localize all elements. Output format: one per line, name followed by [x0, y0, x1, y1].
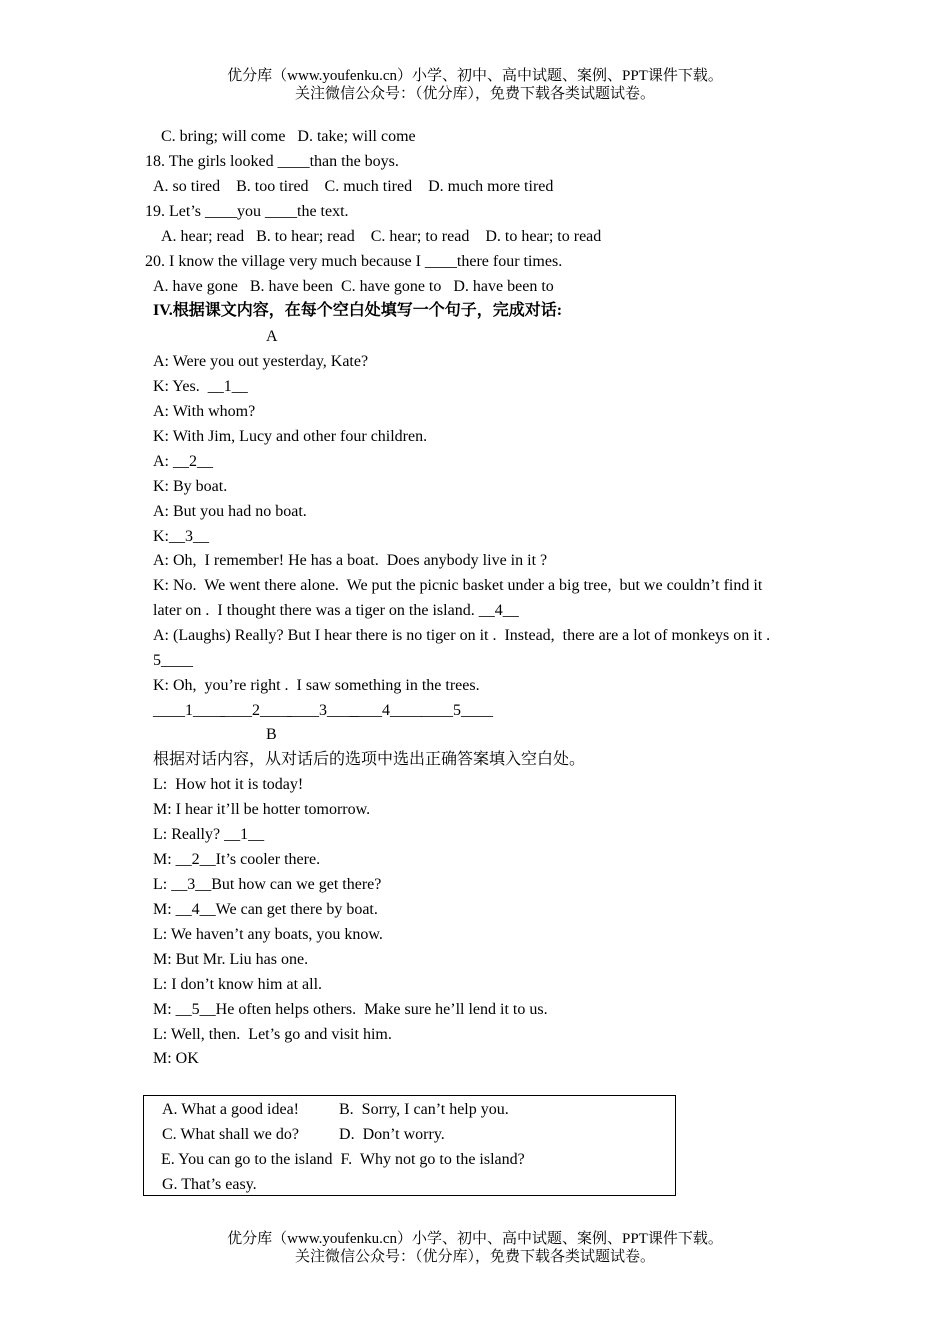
dialogue-line: M: I hear it’ll be hotter tomorrow. — [153, 801, 371, 818]
dialogue-line: M: __5__He often helps others. Make sure he’ll lend it to us. — [153, 1001, 548, 1018]
dialogue-line: M: __2__It’s cooler there. — [153, 851, 321, 868]
dialogue-line: K: Yes. __1__ — [153, 378, 248, 395]
part-b-label: B — [266, 726, 277, 743]
dialogue-line: L: Really? __1__ — [153, 826, 265, 843]
option-row: E. You can go to the island F. Why not go to the island? — [161, 1151, 525, 1168]
option-row: A. What a good idea! B. Sorry, I can’t help you. — [162, 1101, 509, 1118]
part-b-instruction: 根据对话内容，从对话后的选项中选出正确答案填入空白处。 — [153, 751, 586, 768]
part-a-label: A — [266, 328, 278, 345]
dialogue-line: M: But Mr. Liu has one. — [153, 951, 309, 968]
page-header-line1: 优分库（www.youfenku.cn）小学、初中、高中试题、案例、PPT课件下载。 — [227, 68, 723, 84]
q19-question: 19. Let’s ____you ____the text. — [145, 203, 349, 220]
dialogue-line: A: __2__ — [153, 453, 213, 470]
answer-blank-5: ____5____ — [421, 702, 493, 719]
dialogue-line: A: With whom? — [153, 403, 256, 420]
dialogue-line: L: How hot it is today! — [153, 776, 304, 793]
q20-options: A. have gone B. have been C. have gone to D. have been to — [153, 278, 554, 295]
answer-blank-1: ____1____ — [153, 702, 225, 719]
dialogue-line: K: By boat. — [153, 478, 228, 495]
dialogue-line: L: We haven’t any boats, you know. — [153, 926, 383, 943]
option-row: G. That’s easy. — [162, 1176, 257, 1193]
dialogue-line: L: I don’t know him at all. — [153, 976, 323, 993]
page-footer-line1: 优分库（www.youfenku.cn）小学、初中、高中试题、案例、PPT课件下载。 — [227, 1231, 723, 1247]
q20-question: 20. I know the village very much because I ____there four times. — [145, 253, 563, 270]
dialogue-line: A: Were you out yesterday, Kate? — [153, 353, 369, 370]
dialogue-line: A: Oh, I remember! He has a boat. Does anybody live in it ? — [153, 552, 548, 569]
q19-options: A. hear; read B. to hear; read C. hear; to read D. to hear; to read — [161, 228, 602, 245]
answer-blank-4: ____4____ — [350, 702, 422, 719]
dialogue-line: L: __3__But how can we get there? — [153, 876, 382, 893]
q17-options: C. bring; will come D. take; will come — [161, 128, 416, 145]
dialogue-line: K: With Jim, Lucy and other four children. — [153, 428, 428, 445]
dialogue-line: K: No. We went there alone. We put the picnic basket under a big tree, but we couldn’t find it — [153, 577, 763, 594]
dialogue-line: A: But you had no boat. — [153, 503, 307, 520]
dialogue-line: K: Oh, you’re right . I saw something in the trees. — [153, 677, 480, 694]
dialogue-line: later on . I thought there was a tiger on the island. __4__ — [153, 602, 519, 619]
dialogue-line: M: __4__We can get there by boat. — [153, 901, 378, 918]
page-footer-line2: 关注微信公众号：（优分库），免费下载各类试题试卷。 — [294, 1249, 655, 1265]
q18-question: 18. The girls looked ____than the boys. — [145, 153, 399, 170]
dialogue-line: L: Well, then. Let’s go and visit him. — [153, 1026, 392, 1043]
dialogue-line: M: OK — [153, 1050, 199, 1067]
dialogue-line: K:__3__ — [153, 528, 209, 545]
page-header-line2: 关注微信公众号：（优分库），免费下载各类试题试卷。 — [294, 86, 655, 102]
answer-blank-3: ____3____ — [287, 702, 359, 719]
section-heading: IV.根据课文内容，在每个空白处填写一个句子，完成对话: — [153, 302, 563, 319]
dialogue-line: 5____ — [153, 652, 193, 669]
dialogue-line: A: (Laughs) Really? But I hear there is no tiger on it . Instead, there are a lot of monkeys on it . — [153, 627, 771, 644]
option-row: C. What shall we do? D. Don’t worry. — [162, 1126, 445, 1143]
answer-blank-2: ____2____ — [220, 702, 292, 719]
q18-options: A. so tired B. too tired C. much tired D. much more tired — [153, 178, 554, 195]
